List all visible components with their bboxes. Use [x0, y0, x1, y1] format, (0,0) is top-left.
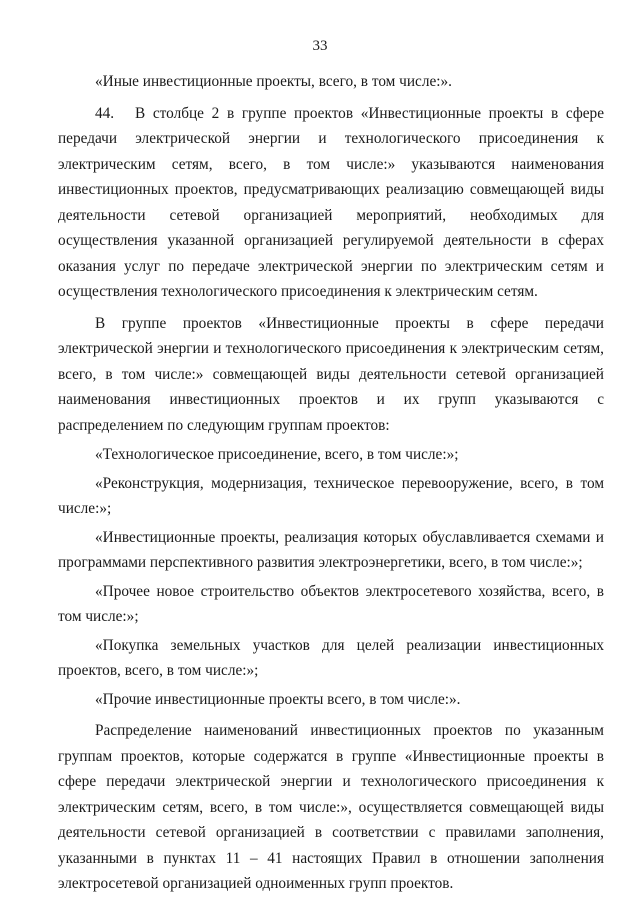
list-item-schemes-programs: «Инвестиционные проекты, реализация которых обуславливается схемами и программами перспективного развития электроэнергетики, всего, в том числе:»; [58, 528, 604, 571]
paragraph-distribution: Распределение наименований инвестиционных проектов по указанным группам проектов, которые содержатся в группе «Инвестиционные проекты в сфере передачи электрической энергии и технологического присоединения к электрическим сетям, всего, в том числе:», осуществляется совмещающей виды деятельности сетевой организацией в соответствии с правилами заполнения, указанными в пунктах 11 – 41 настоящих Правил в отношении заполнения электросетевой организацией одноименных групп проектов. [58, 722, 604, 892]
list-item-land-purchase: «Покупка земельных участков для целей реализации инвестиционных проектов, всего, в том числе:»; [58, 636, 604, 679]
paragraph-item-44 [58, 101, 604, 305]
item-number: 44. [95, 104, 115, 122]
document-body [58, 69, 604, 897]
paragraph-other-projects: «Иные инвестиционные проекты, всего, в том числе:». [95, 73, 452, 90]
paragraph-project-groups: В группе проектов «Инвестиционные проекты в сфере передачи электрической энергии и технологического присоединения к электрическим сетям, всего, в том числе:» совмещающей виды деятельности сетевой организацией наименования инвестиционных проектов и их групп указываются с распределением по следующим группам проектов: [58, 314, 604, 434]
list-item-tech-connection: «Технологическое присоединение, всего, в том числе:»; [95, 446, 459, 463]
list-item-other-projects: «Прочие инвестиционные проекты всего, в том числе:». [95, 690, 461, 708]
list-item-new-construction: «Прочее новое строительство объектов электросетевого хозяйства, всего, в том числе:»; [58, 582, 604, 625]
paragraph-item-44-text: В столбце 2 в группе проектов «Инвестиционные проекты в сфере передачи электрической энергии и технологического присоединения к электрическим сетям, всего, в том числе:» указываются наименования инвестиционных проектов, предусматривающих реализацию совмещающей виды деятельности сетевой организацией мероприятий, необходимых для осуществления указанной организацией регулируемой деятельности в сферах оказания услуг по передаче электрической энергии по электрическим сетям и осуществления технологического присоединения к электрическим сетям. [58, 104, 604, 300]
page-number: 33 [312, 38, 328, 54]
list-item-reconstruction: «Реконструкция, модернизация, техническое перевооружение, всего, в том числе:»; [58, 474, 604, 517]
